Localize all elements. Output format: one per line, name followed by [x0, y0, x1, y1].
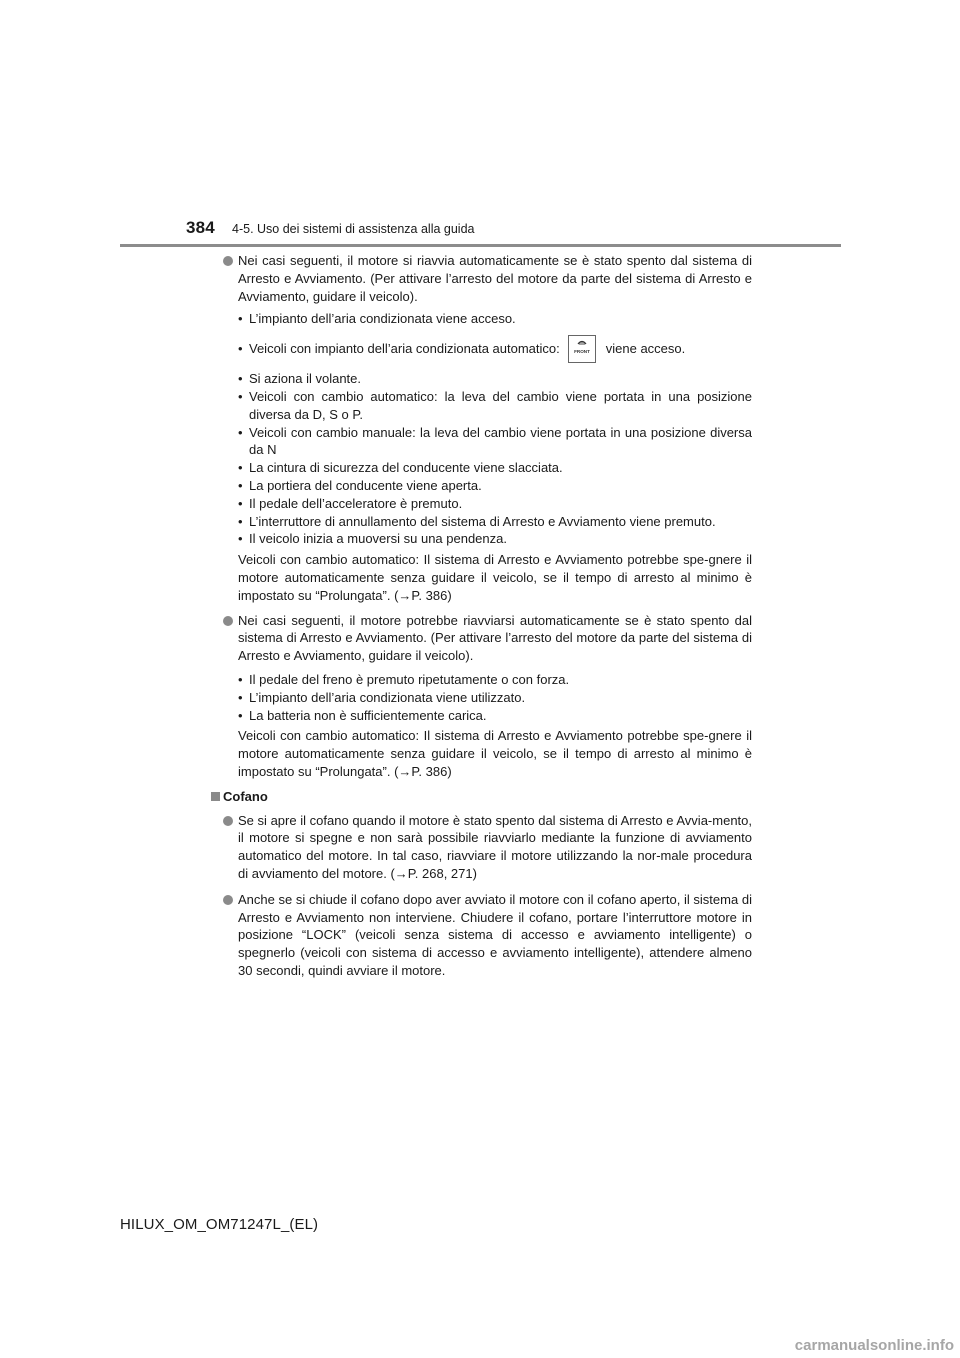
watermark: carmanualsonline.info	[794, 1337, 954, 1354]
list-item: • La batteria non è sufficientemente carica.	[238, 707, 752, 725]
main-content	[222, 252, 752, 985]
paragraph-hood-open	[222, 812, 752, 883]
list-item-text: viene acceso.	[605, 341, 686, 357]
note-text: Veicoli con cambio automatico: Il sistema di Arresto e Avviamento potrebbe spe-gnere il motore automaticamente senza guidare il veicolo, se il tempo di arresto al minimo è impostato su “Prolungata”. (→P. 386)	[238, 552, 752, 603]
paragraph-possible-restart	[222, 612, 752, 665]
list-item-with-icon	[238, 332, 752, 366]
list-item-text: • Veicoli con impianto dell’aria condizionata automatico:	[249, 341, 560, 357]
paragraph-restart-conditions	[222, 252, 752, 305]
paragraph-hood-closed	[222, 891, 752, 980]
possible-restart-list	[238, 671, 752, 724]
note-text: Veicoli con cambio automatico: Il sistema di Arresto e Avviamento potrebbe spe-gnere il motore automaticamente senza guidare il veicolo, se il tempo di arresto al minimo è impostato su “Prolungata”. (→P. 386)	[238, 728, 752, 779]
list-item: • Si aziona il volante.	[238, 370, 752, 388]
page-number: 384	[186, 218, 215, 237]
list-item: • L’interruttore di annullamento del sistema di Arresto e Avviamento viene premuto.	[238, 513, 752, 531]
document-code: HILUX_OM_OM71247L_(EL)	[120, 1216, 319, 1233]
list-item: • Veicoli con cambio automatico: la leva del cambio viene portata in una posizione diversa da D, S o P.	[238, 388, 752, 424]
header-divider	[120, 244, 841, 247]
list-item: • Il veicolo inizia a muoversi su una pendenza.	[238, 530, 752, 548]
restart-conditions-list	[238, 310, 752, 548]
paragraph-text: Se si apre il cofano quando il motore è stato spento dal sistema di Arresto e Avvia-mento, il motore si spegne e non sarà possibile riavviarlo mediante la funzione di avviamento automatico del motore. In tal caso, riavviare il motore utilizzando la nor-male procedura di avviamento del motore. (→P. 268, 271)	[238, 812, 752, 881]
list-item: • La cintura di sicurezza del conducente viene slacciata.	[238, 459, 752, 477]
front-defroster-icon	[568, 335, 596, 363]
paragraph-text: Nei casi seguenti, il motore potrebbe riavviarsi automaticamente se è stato spento dal sistema di Arresto e Avviamento. (Per attivare l’arresto del motore da parte del sistema di Arresto e Avviamento, guidare il veicolo).	[238, 612, 752, 664]
list-item: • L’impianto dell’aria condizionata viene acceso.	[238, 310, 752, 328]
bullet-dot-icon	[223, 256, 233, 266]
heading-square-icon	[211, 792, 220, 801]
svg-text:FRONT: FRONT	[573, 349, 590, 355]
heading-text: Cofano	[223, 788, 268, 804]
bullet-dot-icon	[223, 616, 233, 626]
bullet-dot-icon	[223, 895, 233, 905]
list-item: • La portiera del conducente viene aperta.	[238, 477, 752, 495]
list-item: • Veicoli con cambio manuale: la leva del cambio viene portata in una posizione diversa da N	[238, 424, 752, 460]
paragraph-text: Nei casi seguenti, il motore si riavvia automaticamente se è stato spento dal sistema di Arresto e Avviamento. (Per attivare l’arresto del motore da parte del sistema di Arresto e Avviamento, guidare il veicolo).	[238, 253, 752, 304]
section-title: 4-5. Uso dei sistemi di assistenza alla guida	[232, 222, 475, 236]
section-heading-cofano	[211, 788, 752, 806]
bullet-dot-icon	[223, 816, 233, 826]
paragraph-text: Anche se si chiude il cofano dopo aver avviato il motore con il cofano aperto, il sistema di Arresto e Avviamento non interviene. Chiudere il cofano, portare l’interruttore motore in posizione “LOCK” (veicoli senza sistema di accesso e avviamento intelligente) o spegnerlo (veicoli con sistema di accesso e avviamento intelligente), attendere almeno 30 secondi, quindi avviare il motore.	[238, 891, 752, 978]
list-item: • Il pedale dell’acceleratore è premuto.	[238, 495, 752, 513]
list-item: • Il pedale del freno è premuto ripetutamente o con forza.	[238, 671, 752, 689]
list-item: • L’impianto dell’aria condizionata viene utilizzato.	[238, 689, 752, 707]
